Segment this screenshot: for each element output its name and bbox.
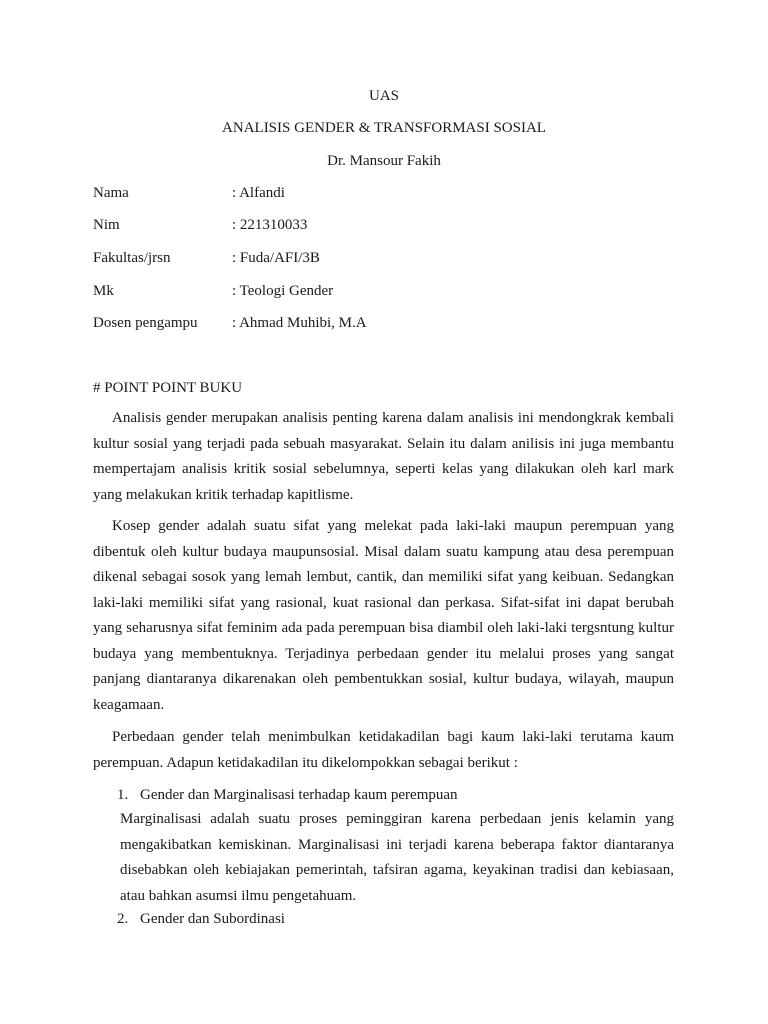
identity-value: : Ahmad Muhibi, M.A <box>232 315 367 331</box>
paragraph-1: Analisis gender merupakan analisis penting karena dalam analisis ini mendongkrak kembali kultur sosial yang terjadi pada sebuah masyarakat. Selain itu dalam anilisis ini juga membantu mempertajam analisis kritik sosial sebelumnya, seperti kelas yang dilakukan oleh karl mark yang melakukan kritik terhadap kapitlisme. <box>93 410 674 503</box>
identity-value: : Alfandi <box>232 185 285 201</box>
identity-value: : Fuda/AFI/3B <box>232 250 320 266</box>
list-item-1-body: Marginalisasi adalah suatu proses peminggiran karena perbedaan jenis kelamin yang mengakibatkan kemiskinan. Marginalisasi ini terjadi karena beberapa faktor diantaranya disebabkan oleh kebiajakan pemerintah, tafsiran agama, keyakinan tradisi dan kebiasaan, atau bahkan asumsi ilmu pengetahuam. <box>120 811 674 904</box>
identity-label: Fakultas/jrsn <box>93 250 171 266</box>
document-label: UAS <box>368 88 399 104</box>
list-item-title-text: Gender dan Subordinasi <box>140 911 285 927</box>
paragraph-2: Kosep gender adalah suatu sifat yang melekat pada laki-laki maupun perempuan yang dibentuk oleh kultur budaya maupunsosial. Misal dalam suatu kampung atau desa perempuan dikenal sebagai sosok yang lemah lembut, cantik, dan memiliki sifat yang keibuan. Sedangkan laki-laki memiliki sifat yang rasional, kuat rasional dan perkasa. Sifat-sifat ini dapat berubah yang seharusnya sifat feminim ada pada perempuan bisa diambil oleh laki-laki tergsntung kultur budaya yang membentuknya. Terjadinya perbedaan gender itu melalui proses yang sangat panjang diantaranya dikarenakan oleh pembentukkan sosial, kultur budaya, wilayah, maupun keagamaan. <box>93 518 674 713</box>
identity-label: Nama <box>93 185 129 201</box>
identity-label: Nim <box>93 217 120 233</box>
list-item-title-text: Gender dan Marginalisasi terhadap kaum perempuan <box>140 787 458 803</box>
identity-value: : 221310033 <box>232 217 308 233</box>
document-title: ANALISIS GENDER & TRANSFORMASI SOSIAL <box>222 120 546 136</box>
list-item-number: 1. <box>117 787 129 803</box>
section-heading: # POINT POINT BUKU <box>93 380 243 396</box>
identity-value: : Teologi Gender <box>232 283 334 299</box>
list-item-1-title <box>117 787 458 804</box>
list-item-2-title <box>117 911 285 928</box>
identity-label: Mk <box>93 283 114 299</box>
list-item-number: 2. <box>117 911 129 927</box>
identity-label: Dosen pengampu <box>93 315 198 331</box>
document-author: Dr. Mansour Fakih <box>327 153 441 169</box>
paragraph-3: Perbedaan gender telah menimbulkan ketidakadilan bagi kaum laki-laki terutama kaum perempuan. Adapun ketidakadilan itu dikelompokkan sebagai berikut : <box>93 729 674 771</box>
